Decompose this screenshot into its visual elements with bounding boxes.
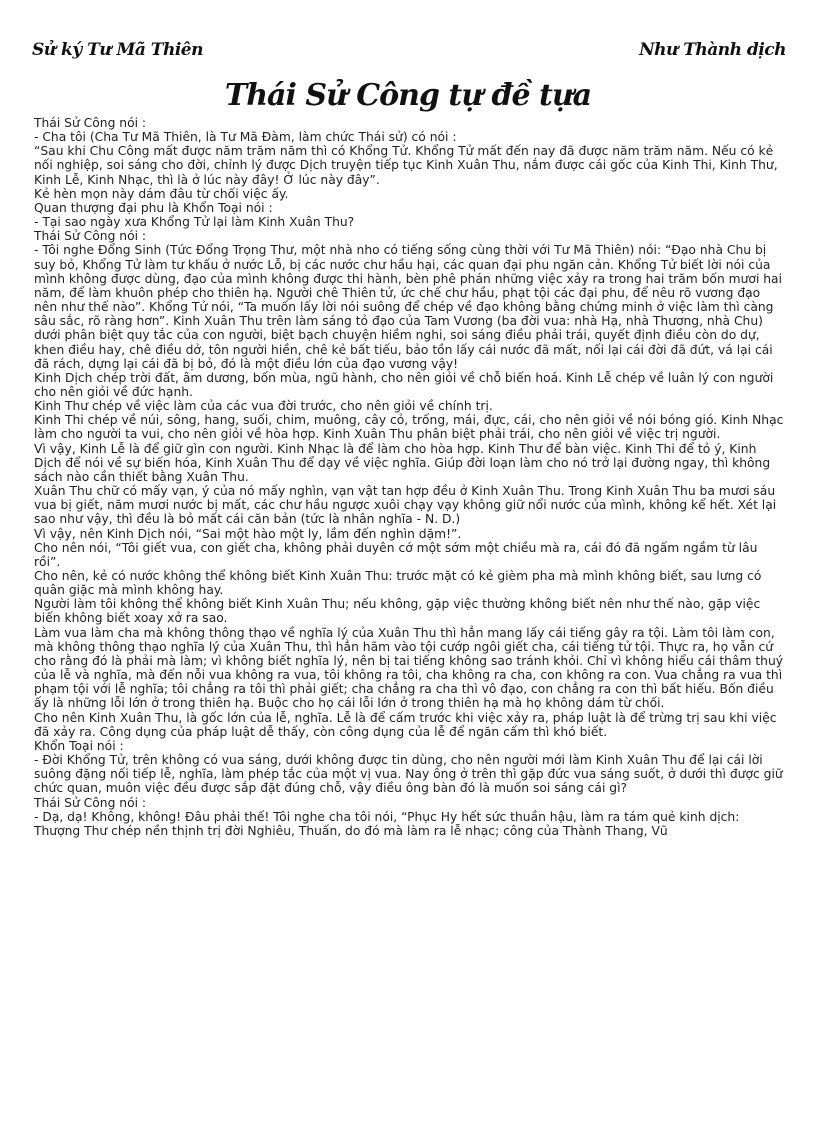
paragraph: - Đời Khổng Tử, trên không có vua sáng, dưới không được tin dùng, cho nên người mới làm Kinh Xuân Thu để lại cái lời suông đặng nối tiếp lễ, nghĩa, làm phép tắc của một vị vua. Nay ông ở trên thì gặp đức vua sáng suốt, ở dưới thì được giữ chức quan, muôn việc đều được sắp đặt đúng chỗ, vậy điều ông bàn đó là muốn soi sáng cái gì? [34, 753, 783, 796]
paragraph: Thái Sử Công nói : [34, 229, 147, 244]
translator-header: Như Thành dịch [639, 40, 786, 60]
paragraph: Cho nên nói, “Tôi giết vua, con giết cha, không phải duyên cớ một sớm một chiều mà ra, cái đó đã ngấm ngầm từ lâu rồi”. [34, 540, 758, 569]
paragraph: Thái Sử Công nói : [34, 116, 147, 130]
paragraph: Cho nên Kinh Xuân Thu, là gốc lớn của lễ, nghĩa. Lễ là để cấm trước khi việc xảy ra, pháp luật là để trừng trị sau khi việc đã xảy ra. Công dụng của pháp luật dễ thấy, còn công dụng của lễ để ngăn cấm thì khó biết. [34, 710, 777, 739]
chapter-title: Thái Sử Công tự đề tựa [224, 78, 592, 113]
paragraph: Vì vậy, nên Kinh Dịch nói, “Sai một hào một ly, lầm đến nghìn dặm!”. [34, 526, 462, 541]
paragraph: - Cha tôi (Cha Tư Mã Thiên, là Tư Mã Đàm, làm chức Thái sử) có nói : [34, 130, 457, 145]
paragraph: Quan thượng đại phu là Khổn Toại nói : [34, 200, 273, 215]
paragraph: - Dạ, dạ! Không, không! Đâu phải thế! Tôi nghe cha tôi nói, “Phục Hy hết sức thuần hậu, làm ra tám quẻ kinh dịch: Thượng Thư chép nền thịnh trị đời Nghiêu, Thuấn, do đó mà làm ra lễ nhạc; công của Thành Thang, Vũ [34, 809, 740, 838]
paragraph: Làm vua làm cha mà không thông thạo về nghĩa lý của Xuân Thu thì hẳn mang lấy cái tiếng gây ra tội. Làm tôi làm con, mà không thông thạo nghĩa lý của Xuân Thu, thì hẳn hãm vào tội cướp ngôi giết cha, cái tiếng tử tội. Thực ra, họ vẫn cứ cho rằng đó là phải mà làm; vì không biết nghĩa lý, nên bị tai tiếng không sao tránh khỏi. Chỉ vì không hiểu cái thâm thuý của lễ và nghĩa, mà đến nỗi vua không ra vua, tôi không ra tôi, cha không ra cha, con không ra con. Vua chẳng ra vua thì phạm tội với lễ nghĩa; tôi chẳng ra tôi thì phải giết; cha chẳng ra cha thì vô đạo, con chẳng ra con thì bất hiếu. Bốn điều ấy là những lỗi lớn ở trong thiên hạ. Buộc cho họ cái lỗi lớn ở trong thiên hạ mà họ không dám từ chối. [34, 625, 784, 711]
paragraph: Kinh Thư chép về việc làm của các vua đời trước, cho nên giỏi về chính trị. [34, 399, 493, 414]
paragraph: Vì vậy, Kinh Lễ là để giữ gìn con người. Kinh Nhạc là để làm cho hòa hợp. Kinh Thư để bàn việc. Kinh Thi để tỏ ý, Kinh Dịch để nói về sự biến hóa, Kinh Xuân Thu để dạy về việc nghĩa. Giúp đời loạn làm cho nó trở lại đường ngay, thì không sách nào cần thiết bằng Xuân Thu. [34, 441, 771, 484]
paragraph: “Sau khi Chu Công mất được năm trăm năm thì có Khổng Tử. Khổng Tử mất đến nay đã được năm trăm năm. Nếu có kẻ nối nghiệp, soi sáng cho đời, chỉnh lý được Dịch truyện tiếp tục Kinh Xuân Thu, nắm được cái gốc của Kinh Thi, Kinh Thư, Kinh Lễ, Kinh Nhạc, thì là ở lúc này đây! Ở lúc này đây”. [34, 144, 778, 187]
paragraph: Xuân Thu chữ có mấy vạn, ý của nó mấy nghìn, vạn vật tan hợp đều ở Kinh Xuân Thu. Trong Kinh Xuân Thu ba mươi sáu vua bị giết, năm mươi nước bị mất, các chư hầu ngược xuôi chạy vạy không giữ nổi nước của mình, không kể hết. Xét lại sao như vậy, thì đều là bỏ mất cái căn bản (tức là nhân nghĩa - N. D.) [34, 484, 777, 527]
book-title-header: Sử ký Tư Mã Thiên [32, 40, 203, 60]
paragraph: - Tôi nghe Đổng Sinh (Tức Đổng Trọng Thư, một nhà nho có tiếng sống cùng thời với Tư Mã Thiên) nói: “Đạo nhà Chu bị suy bỏ, Khổng Tử làm tư khấu ở nước Lỗ, bị các nước chư hầu hại, các quan đại phu ngăn cản. Khổng Tử biết lời nói của mình không được dùng, đạo của mình không được thi hành, bèn phê phán những việc xảy ra trong hai trăm bốn mươi hai năm, để làm khuôn phép cho thiên hạ. Người chê Thiên tử, ức chế chư hầu, phạt tội các đại phu, để nêu rõ vương đạo nên như thế nào”. Khổng Tử nói, “Ta muốn lấy lời nói suông để chép về đạo không bằng chứng minh ở việc làm thì càng sâu sắc, rõ ràng hơn”. Kinh Xuân Thu trên làm sáng tỏ đạo của Tam Vương (ba đời vua: nhà Hạ, nhà Thương, nhà Chu) dưới phân biệt quy tắc của con người, biệt bạch chuyện hiềm nghi, soi sáng điều phải trái, quyết định điều còn do dự, khen điều hay, chê điều dở, tôn người hiền, chê kẻ bất tiếu, bảo tồn lấy cái nước đã mất, nối lại cái đời đã đứt, vá lại cái đã rách, dựng lại cái đã bị bỏ, đó là một điều lớn của đạo vương vậy! [34, 243, 783, 371]
body-text [34, 116, 786, 838]
paragraph: Người làm tôi không thể không biết Kinh Xuân Thu; nếu không, gặp việc thường không biết nên như thế nào, gặp việc biến không biết xoay xở ra sao. [34, 597, 761, 626]
paragraph: Cho nên, kẻ có nước không thể không biết Kinh Xuân Thu: trước mặt có kẻ gièm pha mà mình không biết, sau lưng có quân giặc mà mình không hay. [34, 569, 762, 598]
paragraph: Khổn Toại nói : [34, 738, 124, 753]
paragraph: Kinh Thi chép về núi, sông, hang, suối, chim, muông, cây cỏ, trống, mái, đực, cái, cho nên giỏi về nói bóng gió. Kinh Nhạc làm cho người ta vui, cho nên giỏi về hòa hợp. Kinh Xuân Thu phân biệt phải trái, cho nên giỏi về việc trị người. [34, 413, 784, 442]
paragraph: Kinh Dịch chép trời đất, âm dương, bốn mùa, ngũ hành, cho nên giỏi về chỗ biến hoá. Kinh Lễ chép về luân lý con người cho nên giỏi về đức hạnh. [34, 370, 774, 399]
paragraph: Kẻ hèn mọn này dám đâu từ chối việc ấy. [34, 186, 289, 201]
paragraph: Thái Sử Công nói : [34, 795, 147, 810]
paragraph: - Tại sao ngày xưa Khổng Tử lại làm Kinh Xuân Thu? [34, 215, 355, 230]
